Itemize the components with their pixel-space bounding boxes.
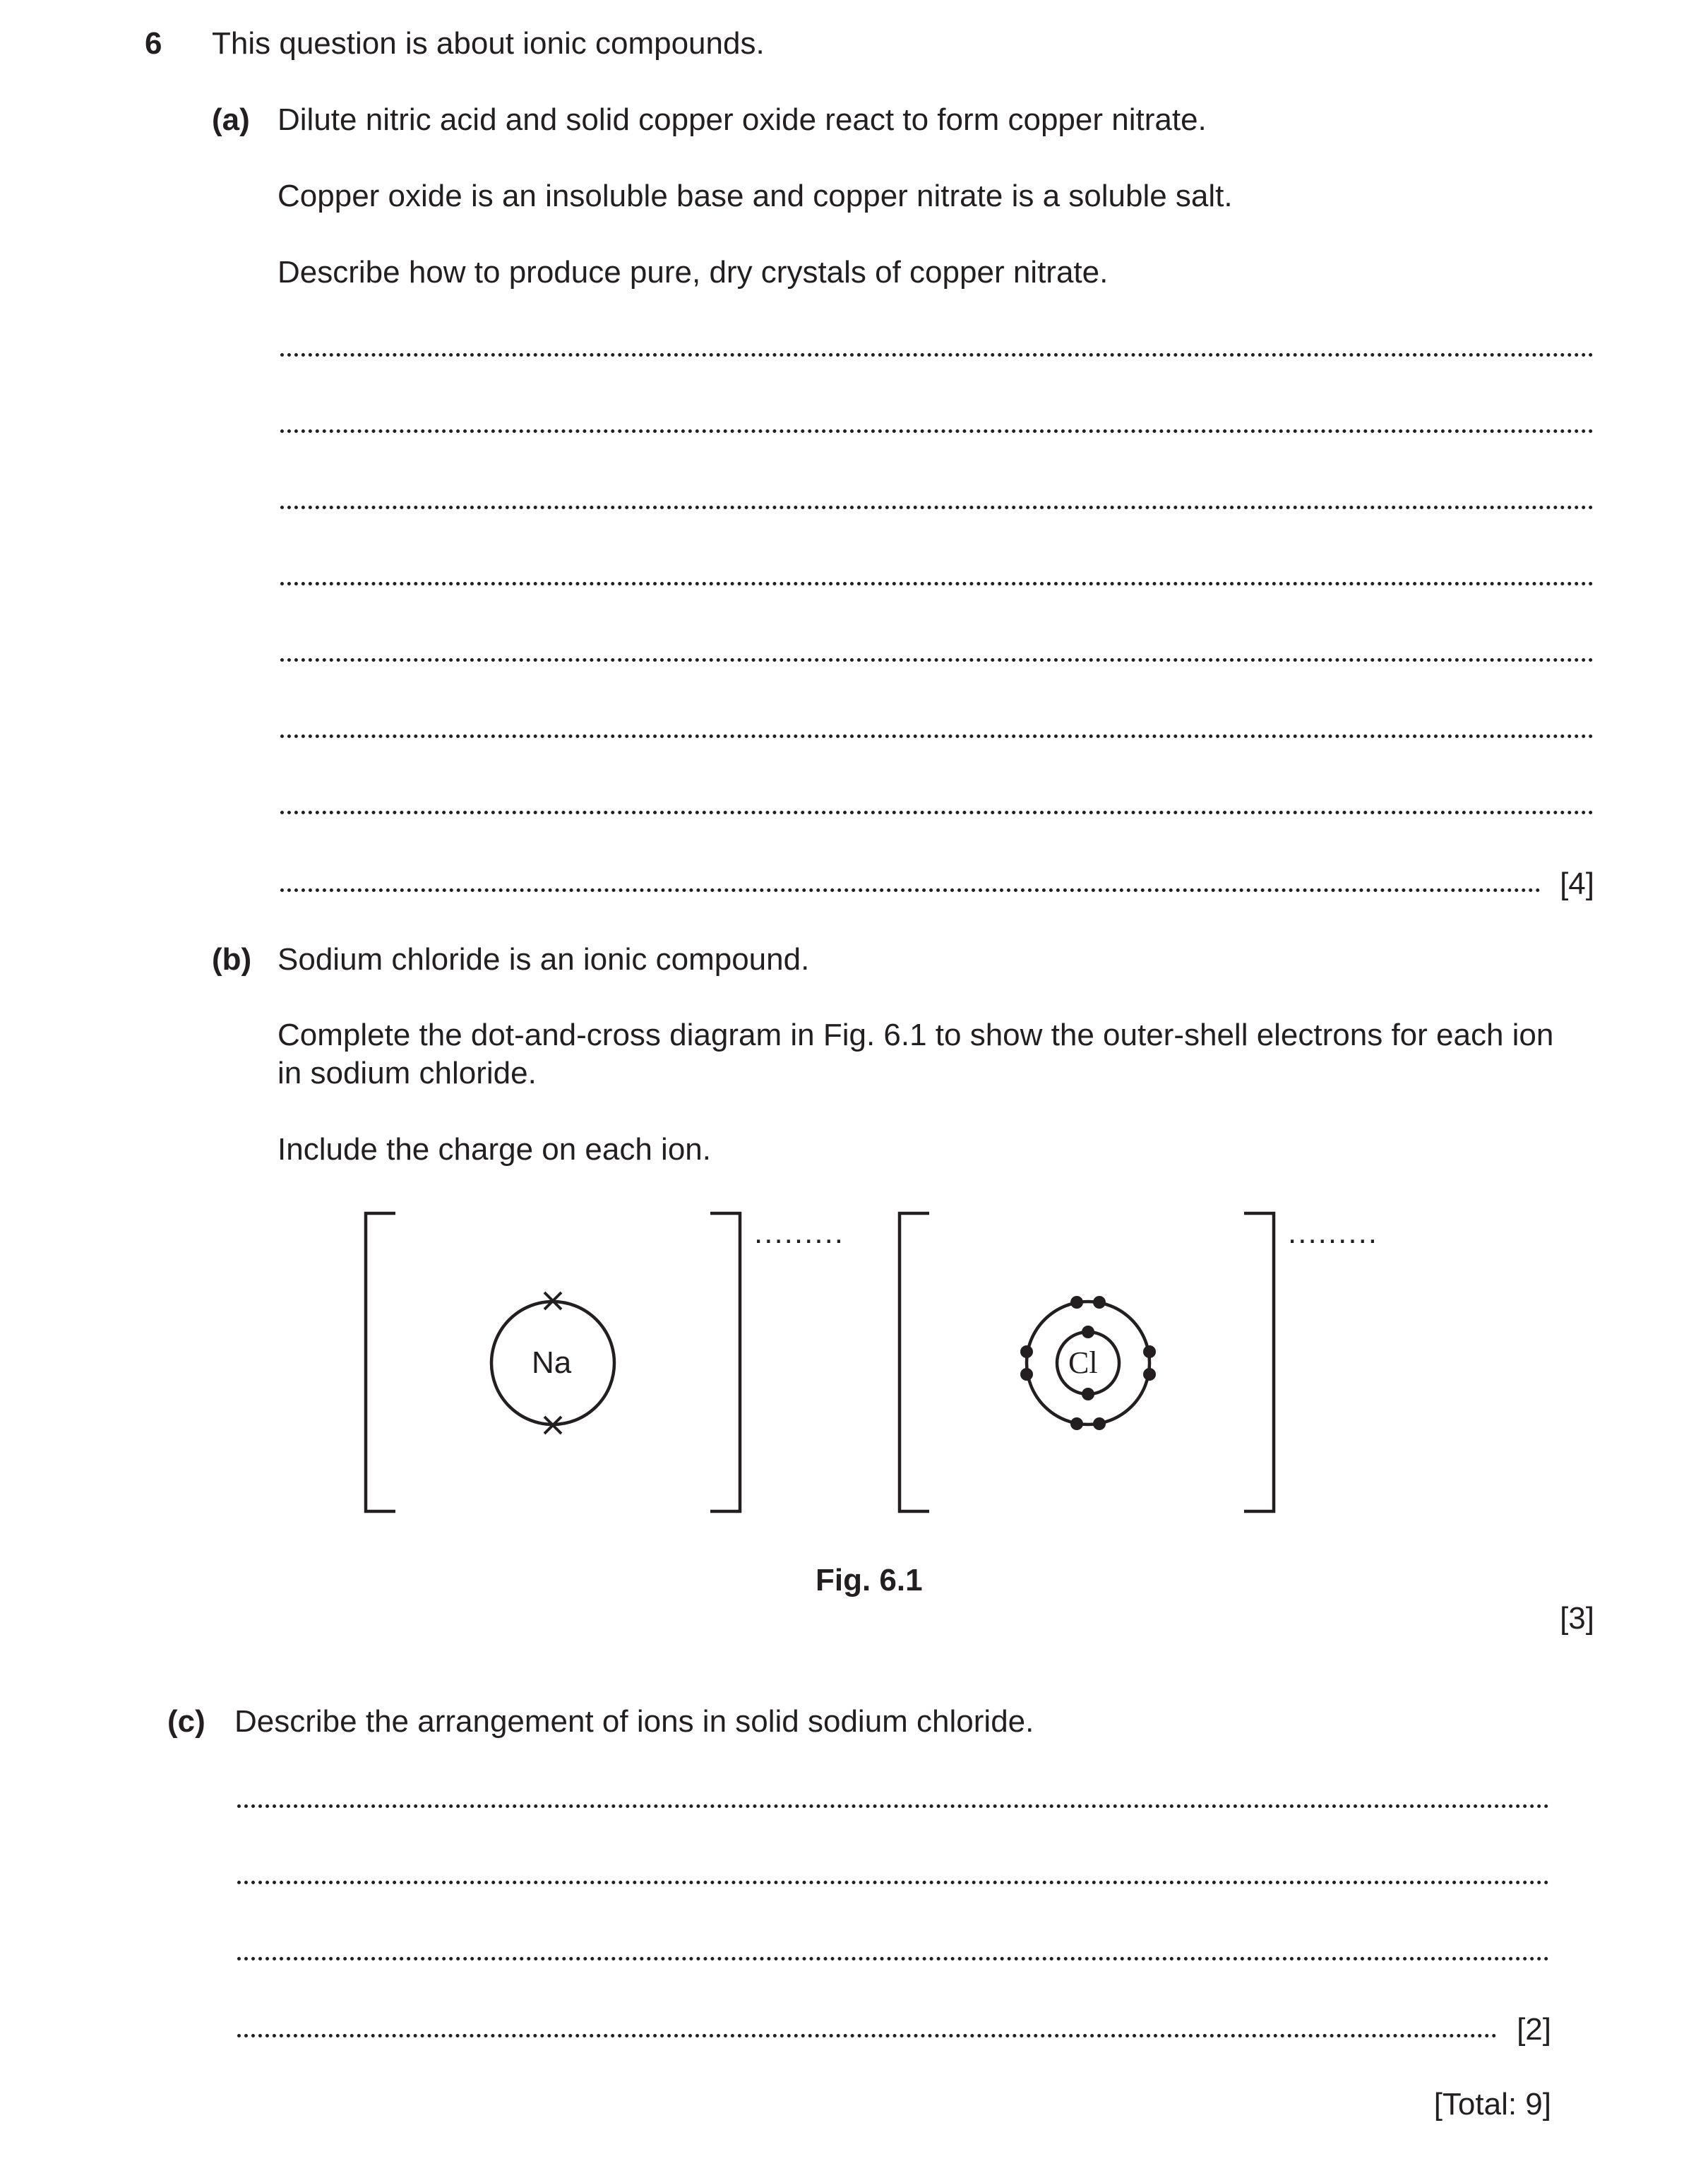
answer-line-a3[interactable] (280, 506, 1594, 509)
cl-electron-inner-bottom (1082, 1388, 1094, 1400)
answer-line-c1[interactable] (237, 1804, 1549, 1808)
na-electron-cross-top (544, 1292, 561, 1309)
part-b-label: (b) (212, 942, 252, 977)
cl-left-bracket (900, 1213, 929, 1511)
answer-line-a4[interactable] (280, 582, 1594, 585)
part-c-line1: Describe the arrangement of ions in solid sodium chloride. (234, 1704, 1034, 1739)
na-symbol: Na (532, 1345, 572, 1380)
part-a-line2: Copper oxide is an insoluble base and copper nitrate is a soluble salt. (277, 179, 1233, 213)
answer-line-a8[interactable] (280, 888, 1541, 892)
cl-electron-outer-top-2 (1093, 1296, 1106, 1309)
cl-electron-outer-right-1 (1143, 1345, 1156, 1358)
answer-line-a5[interactable] (280, 658, 1594, 662)
cl-electron-inner-top (1082, 1326, 1094, 1338)
cl-electron-outer-left-2 (1020, 1368, 1033, 1381)
answer-line-c3[interactable] (237, 1957, 1549, 1960)
answer-line-a7[interactable] (280, 811, 1594, 814)
na-charge-blank[interactable]: ......... (754, 1215, 845, 1250)
answer-line-c2[interactable] (237, 1881, 1549, 1884)
question-number: 6 (145, 26, 162, 61)
answer-line-c4[interactable] (237, 2034, 1497, 2037)
cl-electron-outer-top-1 (1070, 1296, 1083, 1309)
answer-line-a1[interactable] (280, 353, 1594, 357)
part-a-marks: [4] (1560, 867, 1594, 901)
cl-right-bracket (1244, 1213, 1274, 1511)
total-marks: [Total: 9] (1433, 2087, 1551, 2122)
cl-electron-outer-bottom-2 (1093, 1417, 1106, 1430)
part-b-line2b: in sodium chloride. (277, 1056, 537, 1090)
part-b-line3: Include the charge on each ion. (277, 1132, 712, 1167)
cl-electron-outer-right-2 (1143, 1368, 1156, 1381)
part-c-label: (c) (167, 1704, 205, 1739)
part-c-marks: [2] (1517, 2012, 1551, 2047)
cl-electron-outer-bottom-1 (1070, 1417, 1083, 1430)
figure-caption: Fig. 6.1 (816, 1563, 923, 1597)
na-left-bracket (366, 1213, 395, 1511)
part-a-line1: Dilute nitric acid and solid copper oxide react to form copper nitrate. (277, 102, 1207, 137)
part-b-line2a: Complete the dot-and-cross diagram in Fig. 6.1 to show the outer-shell electrons for each ion (277, 1018, 1554, 1052)
part-a-label: (a) (212, 102, 250, 137)
cl-electron-outer-left-1 (1020, 1345, 1033, 1358)
cl-symbol: Cl (1068, 1345, 1098, 1380)
cl-charge-blank[interactable]: ......... (1288, 1215, 1379, 1250)
answer-line-a2[interactable] (280, 429, 1594, 433)
na-right-bracket (710, 1213, 740, 1511)
part-a-line3: Describe how to produce pure, dry crystals of copper nitrate. (277, 255, 1109, 290)
question-stem: This question is about ionic compounds. (212, 26, 765, 61)
na-electron-cross-bottom (544, 1417, 561, 1434)
answer-line-a6[interactable] (280, 734, 1594, 738)
part-b-marks: [3] (1560, 1601, 1594, 1636)
part-b-line1: Sodium chloride is an ionic compound. (277, 942, 810, 977)
